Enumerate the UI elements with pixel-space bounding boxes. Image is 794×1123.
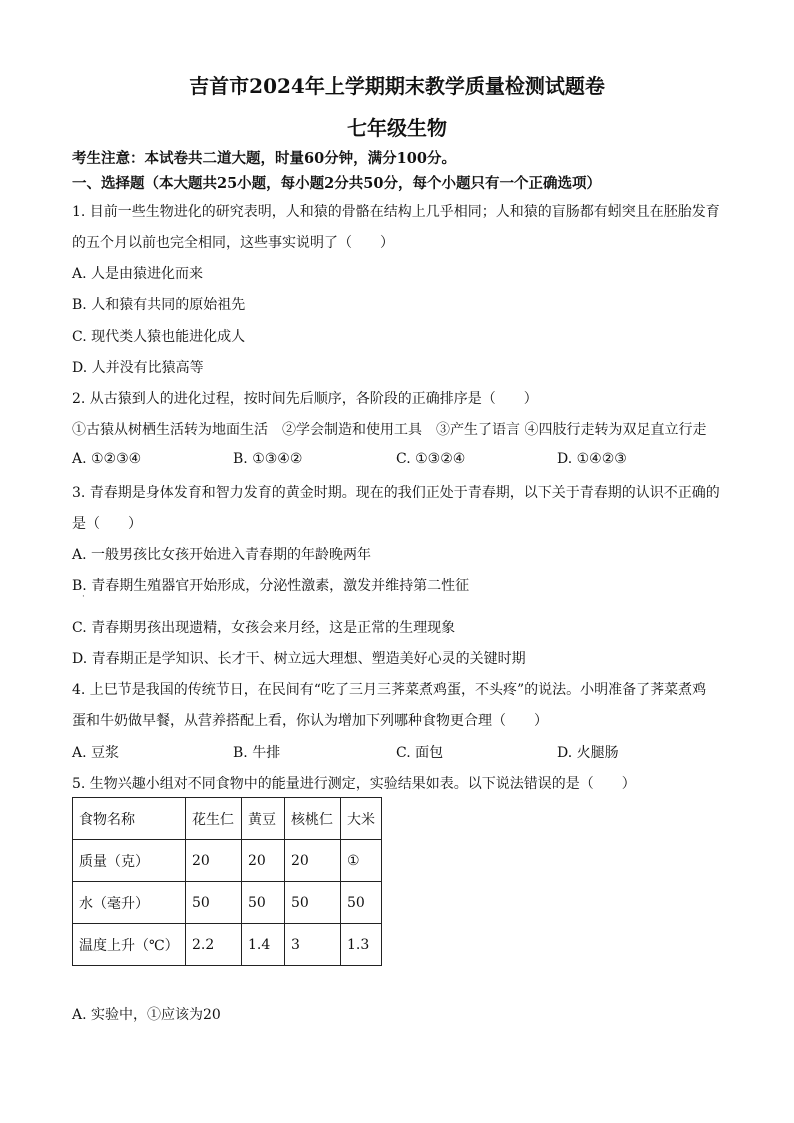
question-4-option-c[interactable]: C. 面包 <box>396 745 444 761</box>
exam-notice: 考生注意：本试卷共二道大题，时量60分钟，满分100分。 <box>72 150 456 167</box>
table-cell: 2.2 <box>186 924 242 966</box>
question-3-option-d[interactable]: D. 青春期正是学知识、长才干、树立远大理想、塑造美好心灵的关键时期 <box>72 651 526 667</box>
question-1-option-b[interactable]: B. 人和猿有共同的原始祖先 <box>72 297 246 313</box>
question-4-stem: 4. 上巳节是我国的传统节日，在民间有“吃了三月三荠菜煮鸡蛋，不头疼”的说法。小明准备了荠菜煮鸡 <box>72 682 707 698</box>
question-2-items: ①古猿从树栖生活转为地面生活 ②学会制造和使用工具 ③产生了语言 ④四肢行走转为双足直立行走 <box>72 422 707 438</box>
table-header-cell: 食物名称 <box>73 798 186 840</box>
table-cell: 50 <box>186 882 242 924</box>
table-row <box>73 840 382 882</box>
question-3-stem: 3. 青春期是身体发育和智力发育的黄金时期。现在的我们正处于青春期，以下关于青春期的认识不正确的 <box>72 485 720 501</box>
question-4-option-d[interactable]: D. 火腿肠 <box>557 745 619 761</box>
table-cell: 20 <box>242 840 285 882</box>
scan-mark: · <box>82 592 85 602</box>
table-row <box>73 882 382 924</box>
question-4-option-a[interactable]: A. 豆浆 <box>72 745 120 761</box>
table-cell: 温度上升（℃） <box>73 924 186 966</box>
table-cell: 1.3 <box>341 924 382 966</box>
section-heading: 一、选择题（本大题共25小题，每小题2分共50分，每个小题只有一个正确选项） <box>72 175 601 192</box>
question-1-option-d[interactable]: D. 人并没有比猿高等 <box>72 360 204 376</box>
question-2-stem: 2. 从古猿到人的进化过程，按时间先后顺序，各阶段的正确排序是（ ） <box>72 391 538 407</box>
question-3-stem-cont: 是（ ） <box>72 516 142 532</box>
table-cell: 质量（克） <box>73 840 186 882</box>
question-1-option-c[interactable]: C. 现代类人猿也能进化成人 <box>72 329 246 345</box>
question-4-stem-cont: 蛋和牛奶做早餐，从营养搭配上看，你认为增加下列哪种食物更合理（ ） <box>72 713 548 729</box>
table-header-cell: 花生仁 <box>186 798 242 840</box>
table-cell: 1.4 <box>242 924 285 966</box>
exam-title: 吉首市2024年上学期期末教学质量检测试题卷 <box>189 74 605 98</box>
question-2-option-c[interactable]: C. ①③②④ <box>396 451 466 467</box>
question-3-option-a[interactable]: A. 一般男孩比女孩开始进入青春期的年龄晚两年 <box>72 547 372 563</box>
question-1-option-a[interactable]: A. 人是由猿进化而来 <box>72 266 204 282</box>
table-cell: 20 <box>285 840 341 882</box>
table-cell: ① <box>341 840 382 882</box>
table-cell: 3 <box>285 924 341 966</box>
question-3-option-b[interactable]: B. 青春期生殖器官开始形成，分泌性激素，激发并维持第二性征 <box>72 578 470 594</box>
question-2-option-d[interactable]: D. ①④②③ <box>557 451 627 467</box>
table-cell: 50 <box>242 882 285 924</box>
table-header-cell: 核桃仁 <box>285 798 341 840</box>
question-5-stem: 5. 生物兴趣小组对不同食物中的能量进行测定，实验结果如表。以下说法错误的是（ ） <box>72 776 636 792</box>
table-row <box>73 924 382 966</box>
question-1-stem: 1. 目前一些生物进化的研究表明，人和猿的骨骼在结构上几乎相同；人和猿的盲肠都有蚓突且在胚胎发育 <box>72 204 720 220</box>
table-header-cell: 黄豆 <box>242 798 285 840</box>
table-cell: 20 <box>186 840 242 882</box>
table-header-row <box>73 798 382 840</box>
question-3-option-c[interactable]: C. 青春期男孩出现遗精，女孩会来月经，这是正常的生理现象 <box>72 620 456 636</box>
table-cell: 50 <box>285 882 341 924</box>
subject-title: 七年级生物 <box>347 116 447 140</box>
question-1-stem-cont: 的五个月以前也完全相同，这些事实说明了（ ） <box>72 235 394 251</box>
table-cell: 50 <box>341 882 382 924</box>
question-2-option-b[interactable]: B. ①③④② <box>233 451 303 467</box>
table-header-cell: 大米 <box>341 798 382 840</box>
question-4-option-b[interactable]: B. 牛排 <box>233 745 281 761</box>
question-2-option-a[interactable]: A. ①②③④ <box>72 451 142 467</box>
table-cell: 水（毫升） <box>73 882 186 924</box>
food-energy-table <box>72 797 382 966</box>
question-5-option-a[interactable]: A. 实验中，①应该为20 <box>72 1007 221 1023</box>
